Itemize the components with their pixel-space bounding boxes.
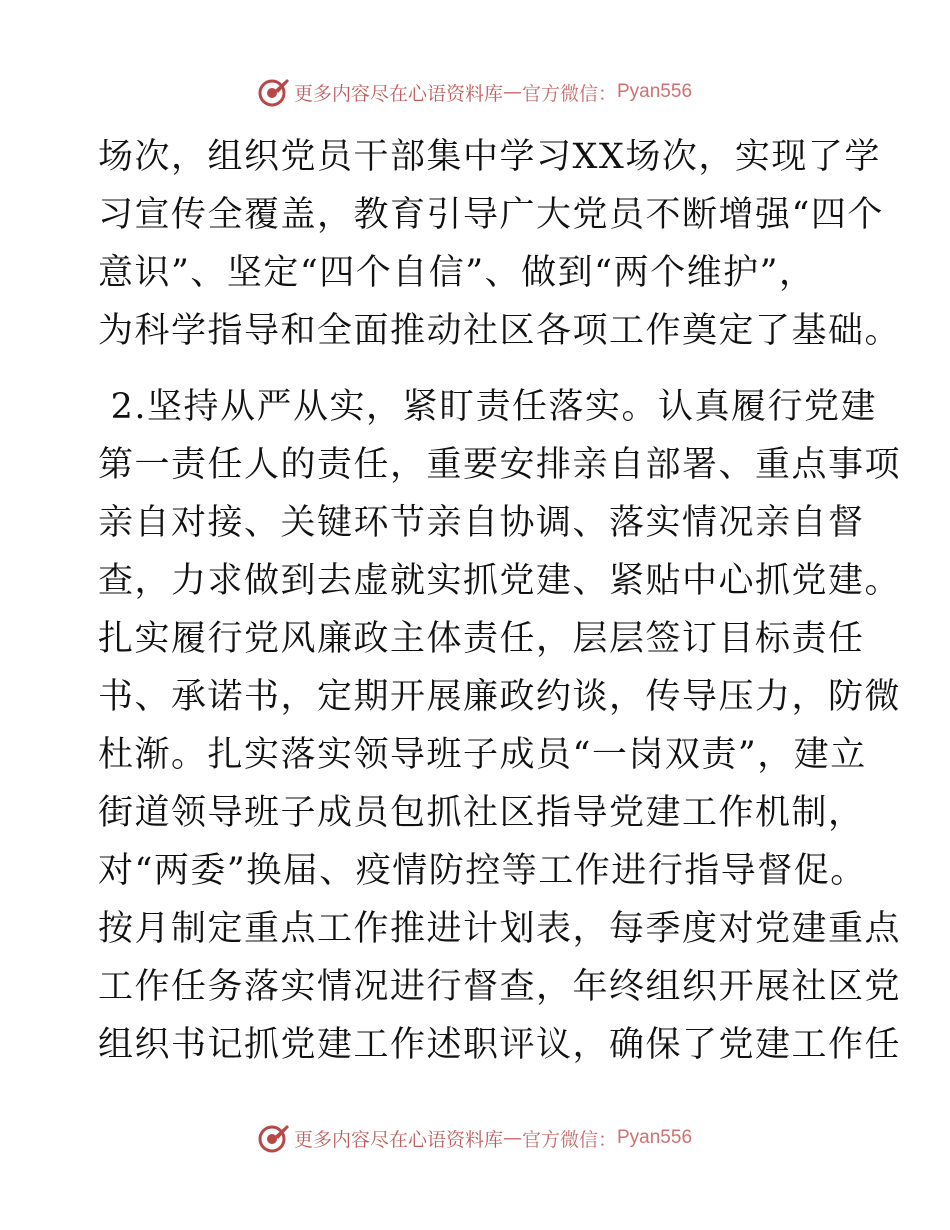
- pen-logo-icon: [258, 1122, 290, 1154]
- watermark-tail: 官方微信：: [521, 1128, 617, 1151]
- text-line: 组织书记抓党建工作述职评议，确保了党建工作任: [98, 1025, 902, 1065]
- text-line: 习宣传全覆盖，教育引导广大党员不断增强“四个: [98, 195, 884, 235]
- text-line: 为科学指导和全面推动社区各项工作奠定了基础。: [98, 311, 902, 351]
- document-body: [98, 128, 902, 1074]
- watermark-lead: 更多内容尽在心语资料库: [293, 1128, 503, 1151]
- text-line: 亲自对接、关键环节亲自协调、落实情况亲自督: [98, 503, 865, 543]
- text-line: 对“两委”换届、疫情防控等工作进行指导督促。: [98, 851, 867, 891]
- pen-logo-icon: [258, 76, 290, 108]
- watermark-tail: 官方微信：: [521, 82, 617, 105]
- text-line: 书、承诺书，定期开展廉政约谈，传导压力，防微: [98, 677, 902, 717]
- watermark-handle: Pyan556: [617, 81, 693, 102]
- text-line: 场次，组织党员干部集中学习XX场次，实现了学: [98, 137, 881, 177]
- text-line: 工作任务落实情况进行督查，年终组织开展社区党: [98, 967, 902, 1007]
- text-line: 杜渐。扎实落实领导班子成员“一岗双责”，建立: [98, 735, 867, 775]
- paragraph-2: [98, 378, 902, 1074]
- text-line: 意识”、坚定“四个自信”、做到“两个维护”，: [98, 253, 816, 293]
- text-line: 2.坚持从严从实，紧盯责任落实。认真履行党建: [98, 387, 878, 427]
- paragraph-gap: [98, 360, 858, 378]
- text-line: 街道领导班子成员包抓社区指导党建工作机制，: [98, 793, 865, 833]
- watermark-footer: [0, 1118, 950, 1158]
- text-line: 第一责任人的责任，重要安排亲自部署、重点事项: [98, 445, 902, 485]
- watermark-dash: —: [502, 81, 522, 103]
- watermark-dash: —: [502, 1127, 522, 1149]
- watermark-header: [0, 72, 950, 112]
- text-line: 按月制定重点工作推进计划表，每季度对党建重点: [98, 909, 902, 949]
- watermark-handle: Pyan556: [617, 1127, 693, 1148]
- text-line: 查，力求做到去虚就实抓党建、紧贴中心抓党建。: [98, 561, 902, 601]
- text-line: 扎实履行党风廉政主体责任，层层签订目标责任: [98, 619, 865, 659]
- paragraph-1: [98, 128, 902, 360]
- watermark-lead: 更多内容尽在心语资料库: [293, 82, 503, 105]
